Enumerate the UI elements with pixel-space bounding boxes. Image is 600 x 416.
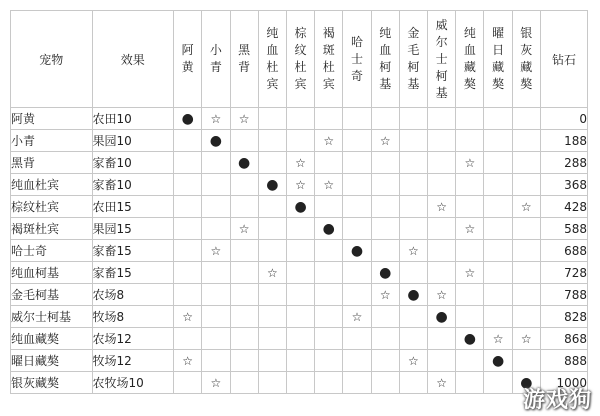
empty-cell <box>202 196 230 218</box>
empty-cell <box>315 306 343 328</box>
header-pet-col: 褐斑杜宾 <box>315 11 343 108</box>
empty-cell <box>484 108 512 130</box>
empty-cell <box>343 174 371 196</box>
empty-cell <box>230 350 258 372</box>
empty-cell <box>512 218 540 240</box>
star-mark: ☆ <box>428 284 456 306</box>
star-mark: ☆ <box>428 196 456 218</box>
diamond-cell: 0 <box>540 108 587 130</box>
pet-name-cell: 阿黄 <box>11 108 93 130</box>
star-mark: ☆ <box>484 328 512 350</box>
empty-cell <box>315 108 343 130</box>
star-mark: ☆ <box>258 262 286 284</box>
table-row <box>11 350 588 372</box>
empty-cell <box>258 284 286 306</box>
self-dot-mark: ● <box>484 350 512 372</box>
star-mark: ☆ <box>428 372 456 394</box>
empty-cell <box>428 152 456 174</box>
self-dot-mark: ● <box>456 328 484 350</box>
empty-cell <box>428 174 456 196</box>
empty-cell <box>315 262 343 284</box>
empty-cell <box>428 130 456 152</box>
empty-cell <box>258 108 286 130</box>
empty-cell <box>456 284 484 306</box>
table-row <box>11 152 588 174</box>
empty-cell <box>174 372 202 394</box>
header-pet-col: 纯血藏獒 <box>456 11 484 108</box>
empty-cell <box>456 372 484 394</box>
empty-cell <box>512 350 540 372</box>
empty-cell <box>230 196 258 218</box>
diamond-cell: 868 <box>540 328 587 350</box>
effect-cell: 农田15 <box>92 196 174 218</box>
star-mark: ☆ <box>315 174 343 196</box>
empty-cell <box>174 196 202 218</box>
empty-cell <box>174 174 202 196</box>
empty-cell <box>371 372 399 394</box>
empty-cell <box>484 372 512 394</box>
empty-cell <box>343 152 371 174</box>
empty-cell <box>230 262 258 284</box>
empty-cell <box>343 372 371 394</box>
empty-cell <box>428 218 456 240</box>
empty-cell <box>202 262 230 284</box>
watermark-logo: 游戏狗 <box>522 388 592 413</box>
table-row <box>11 240 588 262</box>
empty-cell <box>343 284 371 306</box>
empty-cell <box>399 328 427 350</box>
self-dot-mark: ● <box>258 174 286 196</box>
effect-cell: 家畜10 <box>92 174 174 196</box>
header-effect: 效果 <box>92 11 174 108</box>
table-body <box>11 108 588 394</box>
pet-name-cell: 黑背 <box>11 152 93 174</box>
star-mark: ☆ <box>230 108 258 130</box>
empty-cell <box>258 152 286 174</box>
header-pet-col: 棕纹杜宾 <box>286 11 314 108</box>
empty-cell <box>202 350 230 372</box>
effect-cell: 农场8 <box>92 284 174 306</box>
empty-cell <box>202 152 230 174</box>
star-mark: ☆ <box>202 108 230 130</box>
diamond-cell: 828 <box>540 306 587 328</box>
header-pet-col: 威尔士柯基 <box>428 11 456 108</box>
empty-cell <box>484 218 512 240</box>
star-mark: ☆ <box>456 218 484 240</box>
effect-cell: 家畜10 <box>92 152 174 174</box>
empty-cell <box>286 218 314 240</box>
empty-cell <box>258 350 286 372</box>
effect-cell: 牧场8 <box>92 306 174 328</box>
empty-cell <box>456 306 484 328</box>
empty-cell <box>343 196 371 218</box>
header-pet-col: 纯血杜宾 <box>258 11 286 108</box>
empty-cell <box>202 174 230 196</box>
effect-cell: 家畜15 <box>92 240 174 262</box>
star-mark: ☆ <box>315 130 343 152</box>
empty-cell <box>174 152 202 174</box>
empty-cell <box>343 350 371 372</box>
diamond-cell: 688 <box>540 240 587 262</box>
self-dot-mark: ● <box>286 196 314 218</box>
star-mark: ☆ <box>174 306 202 328</box>
empty-cell <box>484 130 512 152</box>
effect-cell: 牧场12 <box>92 350 174 372</box>
empty-cell <box>512 108 540 130</box>
diamond-cell: 788 <box>540 284 587 306</box>
empty-cell <box>371 350 399 372</box>
diamond-cell: 288 <box>540 152 587 174</box>
table-row <box>11 174 588 196</box>
empty-cell <box>230 328 258 350</box>
pet-name-cell: 棕纹杜宾 <box>11 196 93 218</box>
empty-cell <box>428 108 456 130</box>
empty-cell <box>174 328 202 350</box>
effect-cell: 果园15 <box>92 218 174 240</box>
diamond-cell: 728 <box>540 262 587 284</box>
self-dot-mark: ● <box>174 108 202 130</box>
empty-cell <box>315 328 343 350</box>
diamond-cell: 428 <box>540 196 587 218</box>
empty-cell <box>315 372 343 394</box>
pet-name-cell: 哈士奇 <box>11 240 93 262</box>
empty-cell <box>512 284 540 306</box>
empty-cell <box>315 240 343 262</box>
empty-cell <box>258 328 286 350</box>
empty-cell <box>371 174 399 196</box>
diamond-cell: 368 <box>540 174 587 196</box>
empty-cell <box>512 130 540 152</box>
empty-cell <box>174 284 202 306</box>
self-dot-mark: ● <box>230 152 258 174</box>
table-row <box>11 306 588 328</box>
empty-cell <box>512 262 540 284</box>
star-mark: ☆ <box>456 152 484 174</box>
star-mark: ☆ <box>399 240 427 262</box>
star-mark: ☆ <box>512 196 540 218</box>
header-pet-col: 银灰藏獒 <box>512 11 540 108</box>
table-row <box>11 328 588 350</box>
empty-cell <box>399 218 427 240</box>
empty-cell <box>343 130 371 152</box>
empty-cell <box>371 152 399 174</box>
empty-cell <box>258 240 286 262</box>
empty-cell <box>202 284 230 306</box>
empty-cell <box>456 108 484 130</box>
empty-cell <box>456 196 484 218</box>
header-pet-col: 小青 <box>202 11 230 108</box>
star-mark: ☆ <box>371 284 399 306</box>
empty-cell <box>258 218 286 240</box>
empty-cell <box>202 306 230 328</box>
pet-name-cell: 曜日藏獒 <box>11 350 93 372</box>
empty-cell <box>484 306 512 328</box>
star-mark: ☆ <box>202 372 230 394</box>
empty-cell <box>484 152 512 174</box>
empty-cell <box>174 240 202 262</box>
empty-cell <box>512 240 540 262</box>
effect-cell: 果园10 <box>92 130 174 152</box>
table-row <box>11 130 588 152</box>
self-dot-mark: ● <box>343 240 371 262</box>
star-mark: ☆ <box>343 306 371 328</box>
empty-cell <box>202 328 230 350</box>
empty-cell <box>484 174 512 196</box>
header-row <box>11 11 588 108</box>
empty-cell <box>512 152 540 174</box>
effect-cell: 家畜15 <box>92 262 174 284</box>
pet-table <box>10 10 588 394</box>
empty-cell <box>286 350 314 372</box>
empty-cell <box>230 130 258 152</box>
empty-cell <box>399 108 427 130</box>
diamond-cell: 188 <box>540 130 587 152</box>
table-row <box>11 284 588 306</box>
empty-cell <box>315 284 343 306</box>
star-mark: ☆ <box>286 174 314 196</box>
empty-cell <box>286 108 314 130</box>
empty-cell <box>286 284 314 306</box>
empty-cell <box>286 240 314 262</box>
empty-cell <box>399 306 427 328</box>
header-pet-col: 金毛柯基 <box>399 11 427 108</box>
empty-cell <box>484 284 512 306</box>
empty-cell <box>484 240 512 262</box>
empty-cell <box>456 174 484 196</box>
empty-cell <box>230 372 258 394</box>
empty-cell <box>258 306 286 328</box>
diamond-cell: 1000 <box>540 372 587 394</box>
pet-name-cell: 纯血柯基 <box>11 262 93 284</box>
header-pet-col: 纯血柯基 <box>371 11 399 108</box>
empty-cell <box>484 262 512 284</box>
empty-cell <box>286 130 314 152</box>
table-row <box>11 372 588 394</box>
star-mark: ☆ <box>399 350 427 372</box>
empty-cell <box>512 306 540 328</box>
empty-cell <box>399 174 427 196</box>
table-row <box>11 262 588 284</box>
empty-cell <box>286 306 314 328</box>
empty-cell <box>512 174 540 196</box>
empty-cell <box>456 350 484 372</box>
star-mark: ☆ <box>456 262 484 284</box>
empty-cell <box>428 262 456 284</box>
empty-cell <box>399 130 427 152</box>
empty-cell <box>343 262 371 284</box>
star-mark: ☆ <box>174 350 202 372</box>
empty-cell <box>343 218 371 240</box>
star-mark: ☆ <box>230 218 258 240</box>
effect-cell: 农场12 <box>92 328 174 350</box>
empty-cell <box>343 328 371 350</box>
empty-cell <box>399 262 427 284</box>
empty-cell <box>343 108 371 130</box>
pet-name-cell: 纯血杜宾 <box>11 174 93 196</box>
header-pet-col: 曜日藏獒 <box>484 11 512 108</box>
empty-cell <box>230 284 258 306</box>
empty-cell <box>456 130 484 152</box>
empty-cell <box>371 108 399 130</box>
empty-cell <box>174 262 202 284</box>
empty-cell <box>428 328 456 350</box>
empty-cell <box>230 174 258 196</box>
header-diamond: 钻石 <box>540 11 587 108</box>
empty-cell <box>428 350 456 372</box>
self-dot-mark: ● <box>202 130 230 152</box>
empty-cell <box>258 372 286 394</box>
header-pet-col: 阿黄 <box>174 11 202 108</box>
pet-name-cell: 银灰藏獒 <box>11 372 93 394</box>
empty-cell <box>286 372 314 394</box>
header-pet-col: 哈士奇 <box>343 11 371 108</box>
pet-name-cell: 褐斑杜宾 <box>11 218 93 240</box>
empty-cell <box>484 196 512 218</box>
empty-cell <box>315 350 343 372</box>
empty-cell <box>258 196 286 218</box>
empty-cell <box>315 196 343 218</box>
star-mark: ☆ <box>512 328 540 350</box>
empty-cell <box>315 152 343 174</box>
table-row <box>11 108 588 130</box>
empty-cell <box>456 240 484 262</box>
empty-cell <box>371 328 399 350</box>
star-mark: ☆ <box>286 152 314 174</box>
empty-cell <box>399 372 427 394</box>
pet-name-cell: 小青 <box>11 130 93 152</box>
diamond-cell: 888 <box>540 350 587 372</box>
empty-cell <box>286 328 314 350</box>
empty-cell <box>230 240 258 262</box>
table-row <box>11 196 588 218</box>
empty-cell <box>399 152 427 174</box>
empty-cell <box>258 130 286 152</box>
self-dot-mark: ● <box>315 218 343 240</box>
self-dot-mark: ● <box>428 306 456 328</box>
empty-cell <box>371 306 399 328</box>
empty-cell <box>371 196 399 218</box>
self-dot-mark: ● <box>512 372 540 394</box>
header-pet-col: 黑背 <box>230 11 258 108</box>
empty-cell <box>202 218 230 240</box>
star-mark: ☆ <box>202 240 230 262</box>
pet-name-cell: 金毛柯基 <box>11 284 93 306</box>
diamond-cell: 588 <box>540 218 587 240</box>
empty-cell <box>371 218 399 240</box>
self-dot-mark: ● <box>399 284 427 306</box>
empty-cell <box>371 240 399 262</box>
empty-cell <box>399 196 427 218</box>
pet-name-cell: 纯血藏獒 <box>11 328 93 350</box>
header-pet: 宠物 <box>11 11 93 108</box>
empty-cell <box>286 262 314 284</box>
star-mark: ☆ <box>371 130 399 152</box>
empty-cell <box>230 306 258 328</box>
table-row <box>11 218 588 240</box>
effect-cell: 农田10 <box>92 108 174 130</box>
self-dot-mark: ● <box>371 262 399 284</box>
effect-cell: 农牧场10 <box>92 372 174 394</box>
empty-cell <box>174 218 202 240</box>
empty-cell <box>174 130 202 152</box>
empty-cell <box>428 240 456 262</box>
pet-name-cell: 威尔士柯基 <box>11 306 93 328</box>
